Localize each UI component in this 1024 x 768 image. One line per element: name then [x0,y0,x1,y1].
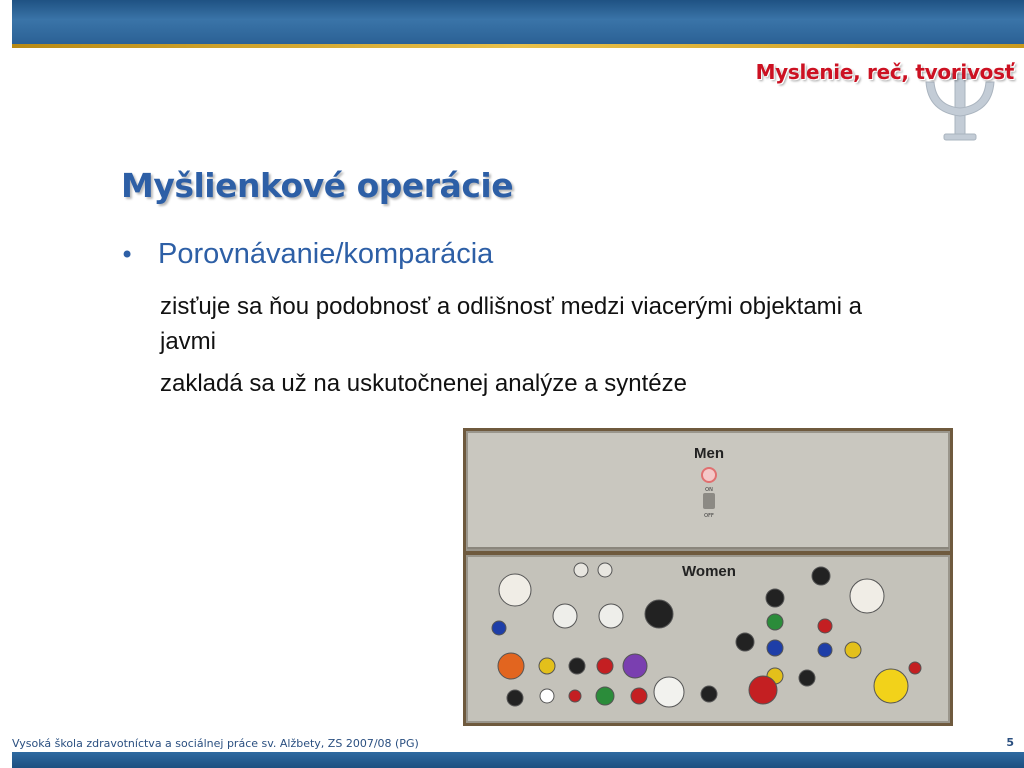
panel-women-label: Women [682,563,736,580]
panel-knob [540,689,554,703]
panel-knob [874,669,908,703]
panel-knob [812,567,830,585]
panel-knob [818,643,832,657]
page-number: 5 [1006,736,1014,749]
panel-knob [499,574,531,606]
panel-knob [654,677,684,707]
bullet-text: Porovnávanie/komparácia [158,238,494,270]
bullet-marker: • [120,241,135,269]
men-switch-off: OFF [704,513,714,519]
panel-knob [799,670,815,686]
panel-knob [850,579,884,613]
panel-knob [766,589,784,607]
bottom-footer-band [12,752,1024,768]
panel-knob [574,563,588,577]
panel-knob [492,621,506,635]
header-gold-line [12,44,1024,48]
panel-knob [909,662,921,674]
panel-knob [599,604,623,628]
panel-knob [818,619,832,633]
panel-knob [767,640,783,656]
panel-knob [597,658,613,674]
men-toggle-switch [703,493,715,509]
panel-knob [623,654,647,678]
panel-knob [539,658,555,674]
men-indicator-light [702,468,716,482]
panel-knob [631,688,647,704]
panel-knob [749,676,777,704]
top-header-band [12,0,1024,44]
panel-knob [645,600,673,628]
panel-knob [736,633,754,651]
men-switch-on: ON [705,487,713,493]
panel-knob [596,687,614,705]
panel-knob [767,614,783,630]
control-panels-photo [463,428,953,726]
panel-knob [569,690,581,702]
header-title: Myslenie, reč, tvorivosť [755,60,1014,84]
panel-knob [569,658,585,674]
footer-institution: Vysoká škola zdravotníctva a sociálnej práce sv. Alžbety, ZS 2007/08 (PG) [12,737,419,750]
panel-men-label: Men [694,445,724,462]
panel-knob [845,642,861,658]
bullet-item [120,238,493,271]
panel-knob [507,690,523,706]
body-paragraph-2: zakladá sa už na uskutočnenej analýze a syntéze [160,370,688,397]
slide-title: Myšlienkové operácie [121,166,514,205]
panel-knob [498,653,524,679]
body-paragraph-1: zisťuje sa ňou podobnosť a odlišnosť medzi viacerými objektami a javmi [160,293,863,355]
panel-knob [598,563,612,577]
panel-knob [701,686,717,702]
panel-knob [553,604,577,628]
